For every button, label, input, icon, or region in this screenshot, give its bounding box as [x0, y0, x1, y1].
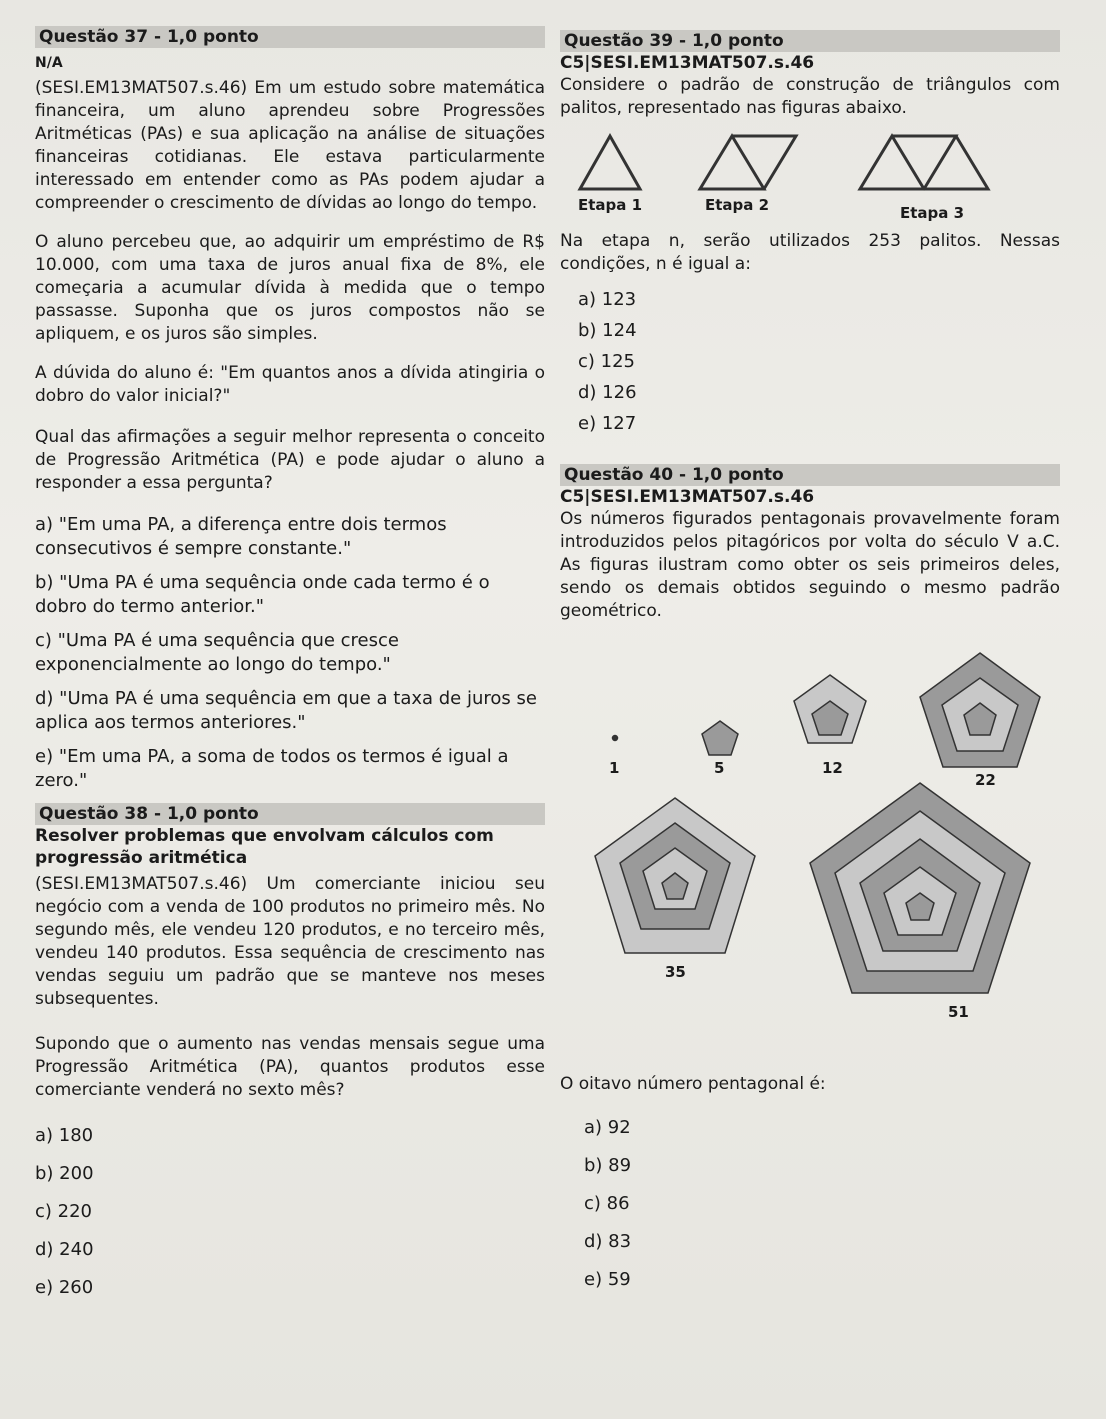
q39-option-b[interactable]: b) 124 — [578, 320, 637, 341]
q39-option-a[interactable]: a) 123 — [578, 289, 637, 310]
q39-stage-label-2: Etapa 2 — [705, 196, 770, 214]
pentagon-1 — [613, 736, 618, 741]
q40-header: Questão 40 - 1,0 ponto — [560, 464, 1060, 486]
q38-options — [35, 1124, 545, 1300]
q40-label-5: 5 — [714, 759, 725, 777]
q37-option-e[interactable]: e) "Em uma PA, a soma de todos os termos é igual a zero." — [35, 746, 509, 791]
q39-question: Na etapa n, serão utilizados 253 palitos. Nessas condições, n é igual a: — [560, 231, 1060, 274]
pentagon-5 — [702, 721, 738, 755]
q40-option-a[interactable]: a) 92 — [584, 1117, 631, 1138]
etapa1-triangle — [580, 136, 640, 189]
q38-option-c[interactable]: c) 220 — [35, 1201, 92, 1222]
q38-option-d[interactable]: d) 240 — [35, 1239, 94, 1260]
q40-code: C5|SESI.EM13MAT507.s.46 — [560, 487, 815, 507]
q38-option-a[interactable]: a) 180 — [35, 1125, 94, 1146]
q39-stage-label-3: Etapa 3 — [900, 204, 965, 222]
q39-options — [578, 288, 1060, 436]
q40-question: O oitavo número pentagonal é: — [560, 1074, 826, 1094]
q40-label-35: 35 — [665, 963, 686, 981]
q40-label-12: 12 — [822, 759, 843, 777]
q40-option-c[interactable]: c) 86 — [584, 1193, 630, 1214]
q40-pentagon-figure — [560, 633, 1060, 1073]
right-column — [560, 30, 1060, 1292]
q38-option-b[interactable]: b) 200 — [35, 1163, 94, 1184]
q38-header: Questão 38 - 1,0 ponto — [35, 803, 545, 825]
q39-option-d[interactable]: d) 126 — [578, 382, 637, 403]
q37-question: Qual das afirmações a seguir melhor representa o conceito de Progressão Aritmética (PA) e pode ajudar o aluno a responder a essa pergunta? — [35, 427, 545, 493]
q40-context: Os números figurados pentagonais provavelmente foram introduzidos pelos pitagóricos por volta do século V a.C. As figuras ilustram como obter os seis primeiros deles, sendo os demais obtidos seguindo o mesmo padrão geométrico. — [560, 509, 1060, 621]
q38-context: (SESI.EM13MAT507.s.46) Um comerciante iniciou seu negócio com a venda de 100 produtos no primeiro mês. No segundo mês, ele vendeu 120 produtos, e no terceiro mês, vendeu 140 produtos. Essa sequência de crescimento nas vendas seguiu um padrão que se manteve nos meses subsequentes. — [35, 874, 545, 1009]
q40-option-b[interactable]: b) 89 — [584, 1155, 632, 1176]
q39-header: Questão 39 - 1,0 ponto — [560, 30, 1060, 52]
q40-option-e[interactable]: e) 59 — [584, 1269, 631, 1290]
q40-option-d[interactable]: d) 83 — [584, 1231, 632, 1252]
left-column — [35, 26, 545, 1300]
q40-pentagons-svg — [560, 633, 1060, 1073]
q37-option-c[interactable]: c) "Uma PA é uma sequência que cresce exponencialmente ao longo do tempo." — [35, 630, 399, 675]
q39-code: C5|SESI.EM13MAT507.s.46 — [560, 53, 815, 73]
q40-label-1: 1 — [609, 759, 620, 777]
q37-scenario: O aluno percebeu que, ao adquirir um empréstimo de R$ 10.000, com uma taxa de juros anual fixa de 8%, ele começaria a acumular dívida à medida que o tempo passasse. Suponha que os juros compostos não se apliquem, e os juros são simples. — [35, 232, 545, 344]
q39-option-e[interactable]: e) 127 — [578, 413, 637, 434]
q37-options — [35, 513, 545, 793]
q37-header: Questão 37 - 1,0 ponto — [35, 26, 545, 48]
q40-label-22: 22 — [975, 771, 996, 789]
q37-doubt: A dúvida do aluno é: "Em quantos anos a dívida atingiria o dobro do valor inicial?" — [35, 363, 545, 406]
etapa2-triangles — [700, 136, 796, 189]
q40-label-51: 51 — [948, 1003, 969, 1021]
q39-option-c[interactable]: c) 125 — [578, 351, 635, 372]
q37-option-a[interactable]: a) "Em uma PA, a diferença entre dois termos consecutivos é sempre constante." — [35, 514, 447, 559]
q37-option-d[interactable]: d) "Uma PA é uma sequência em que a taxa de juros se aplica aos termos anteriores." — [35, 688, 537, 733]
q37-context: (SESI.EM13MAT507.s.46) Em um estudo sobre matemática financeira, um aluno aprendeu sobre Progressões Aritméticas (PAs) e sua aplicação na análise de situações financeiras cotidianas. Ele estava particularmente interessado em entender como as PAs podem ajudar a compreender o crescimento de dívidas ao longo do tempo. — [35, 78, 545, 213]
q37-skill-code: N/A — [35, 55, 63, 71]
q39-triangle-figure — [560, 124, 1040, 224]
q38-question: Supondo que o aumento nas vendas mensais segue uma Progressão Aritmética (PA), quantos produtos esse comerciante venderá no sexto mês? — [35, 1034, 545, 1100]
q38-subtitle: Resolver problemas que envolvam cálculos com progressão aritmética — [35, 826, 494, 868]
q37-option-b[interactable]: b) "Uma PA é uma sequência onde cada termo é o dobro do termo anterior." — [35, 572, 490, 617]
q39-stage-label-1: Etapa 1 — [578, 196, 643, 214]
q38-option-e[interactable]: e) 260 — [35, 1277, 94, 1298]
q39-context: Considere o padrão de construção de triângulos com palitos, representado nas figuras abaixo. — [560, 75, 1060, 118]
etapa3-triangles — [860, 136, 988, 189]
q40-options — [584, 1116, 1060, 1292]
